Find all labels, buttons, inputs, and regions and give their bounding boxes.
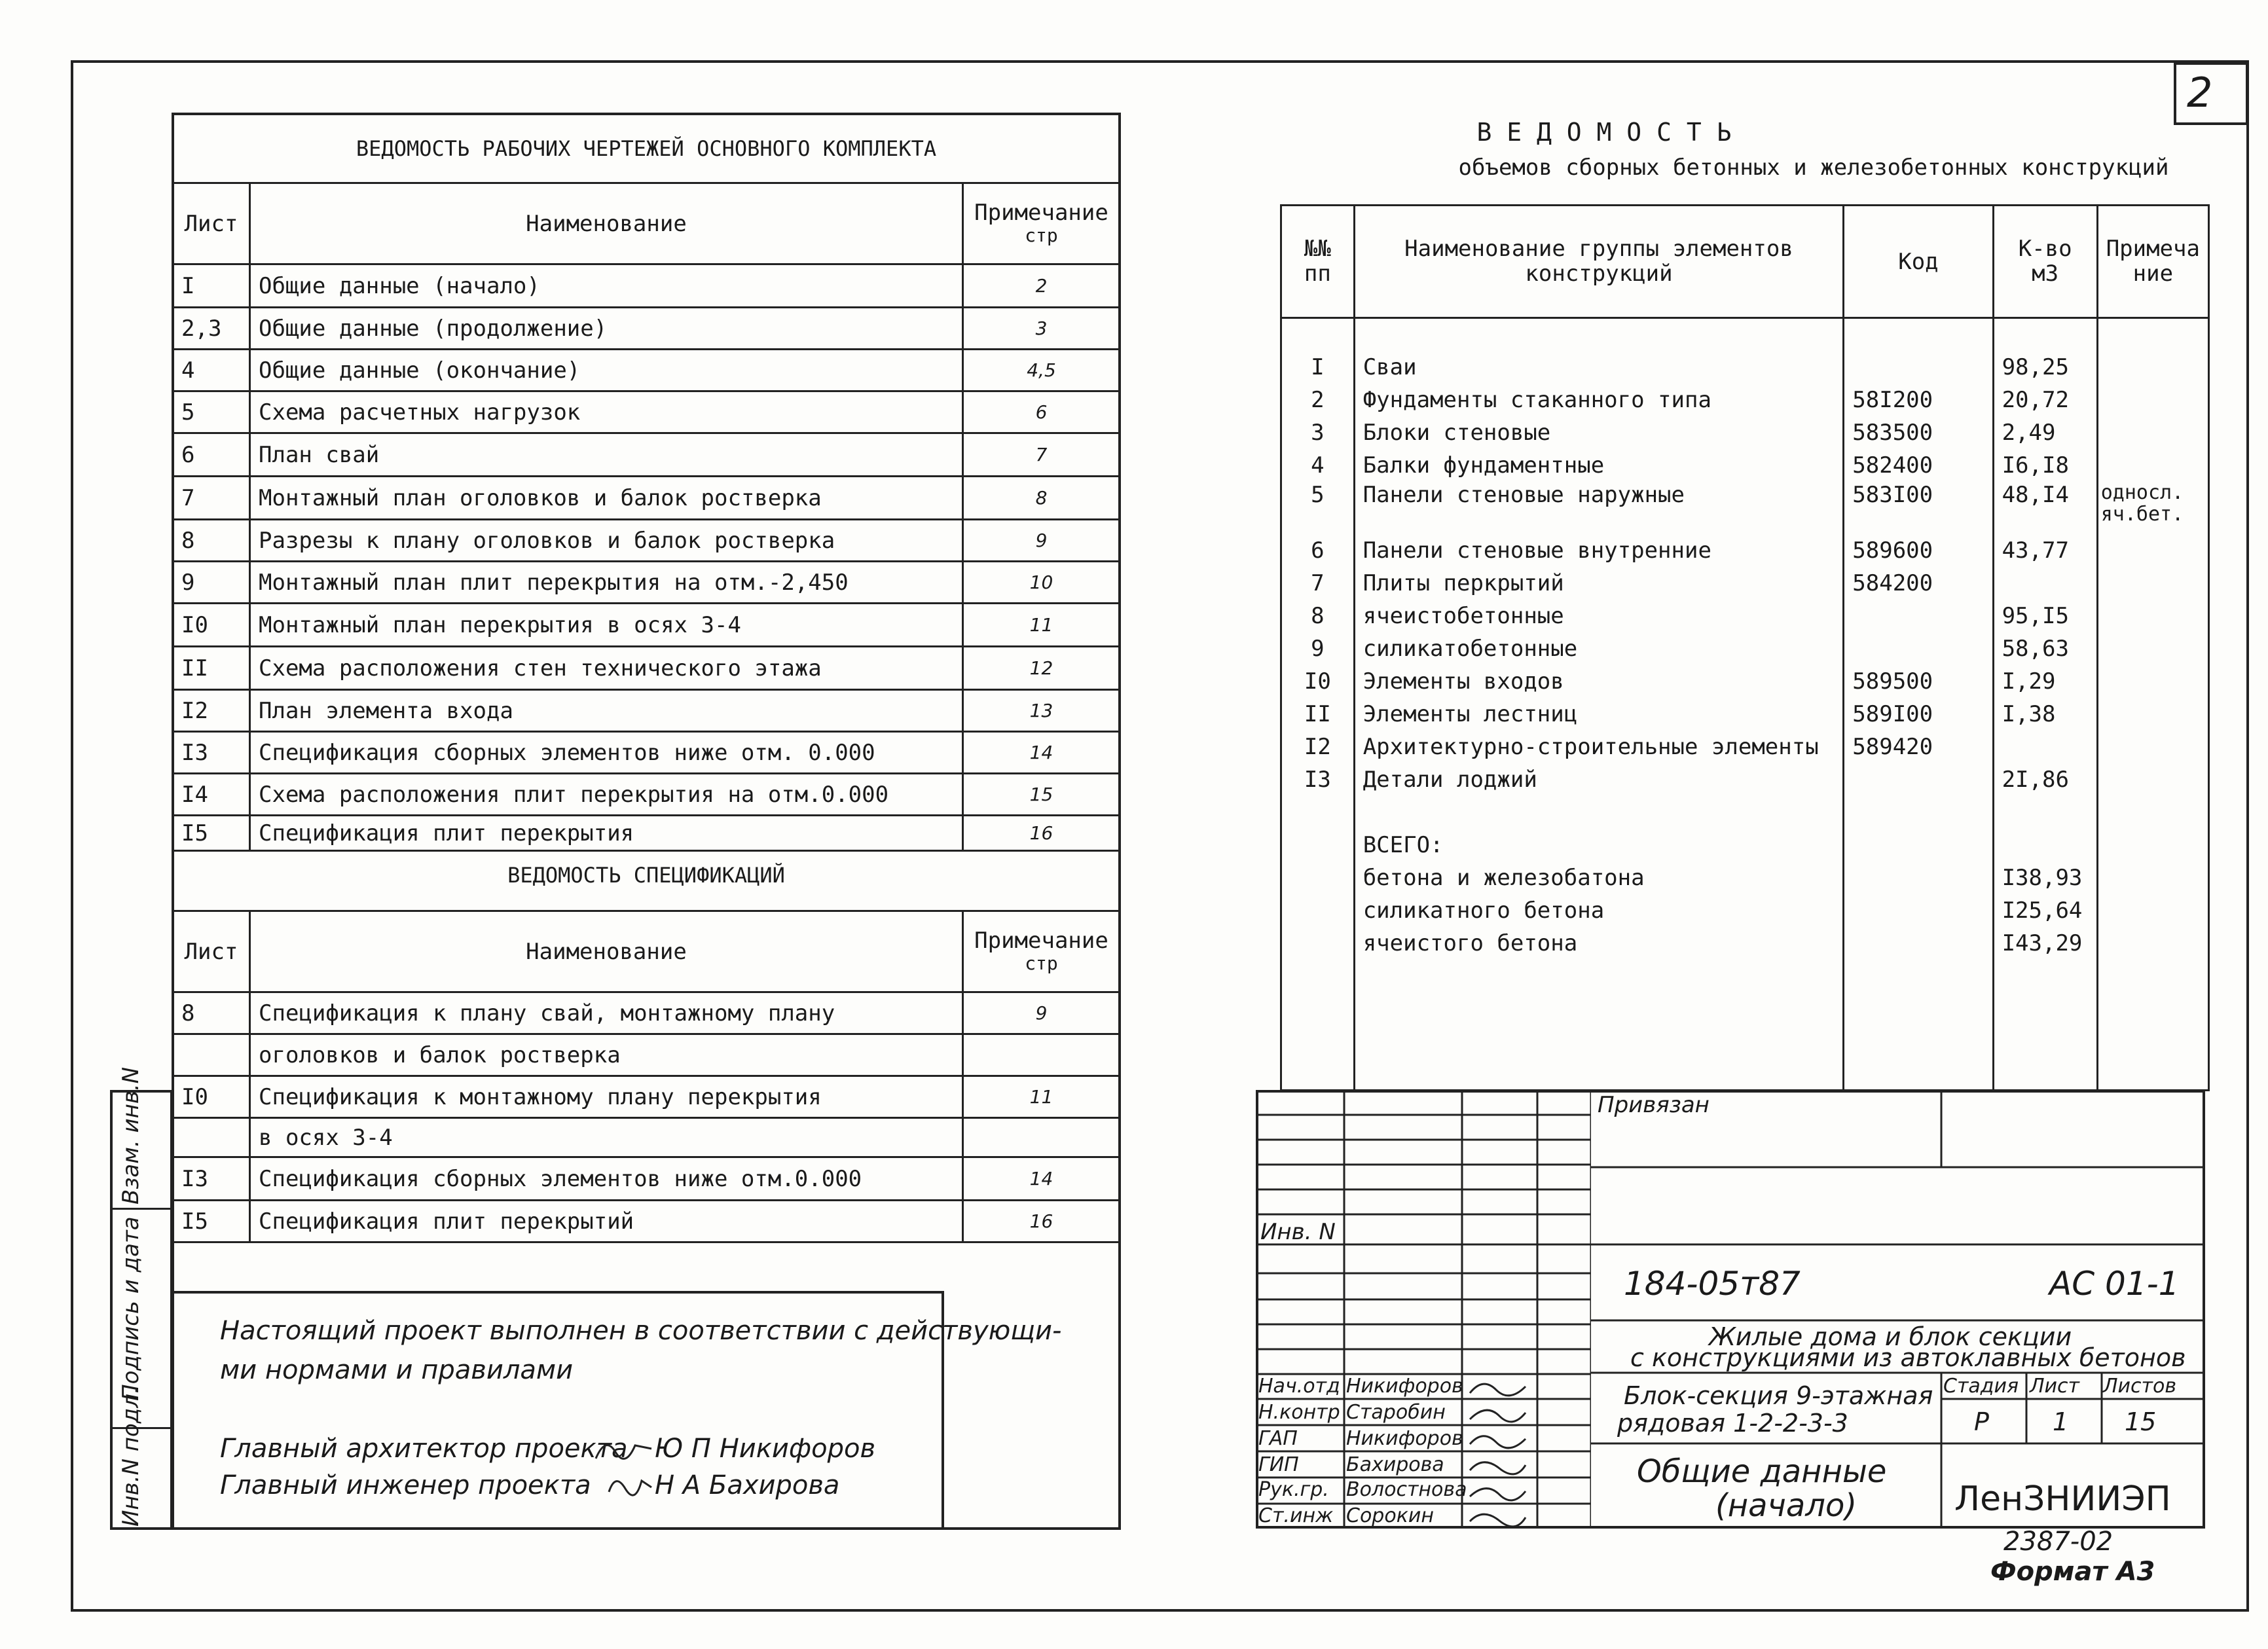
- name-1: Никифоров: [1346, 1375, 1463, 1398]
- section-name: Блок-секция 9-этажная: [1624, 1381, 1933, 1410]
- totals-row: ячеистого бетона I43,29: [1281, 927, 2209, 960]
- inv-no-label: Инв. N: [1260, 1219, 1336, 1245]
- table-row: 9 Монтажный план плит перекрытия на отм.-2,450 10: [173, 562, 1120, 604]
- th-name: Наименование: [250, 183, 963, 264]
- table-row: I2 Архитектурно-строительные элементы 589420: [1281, 731, 2209, 763]
- table-row: I5 Спецификация плит перекрытия 16: [173, 816, 1120, 851]
- left-title: ВЕДОМОСТЬ РАБОЧИХ ЧЕРТЕЖЕЙ ОСНОВНОГО КОМПЛЕКТА: [356, 136, 937, 161]
- role-1: Нач.отд: [1258, 1375, 1340, 1398]
- table-row: I3 Спецификация сборных элементов ниже отм.0.000 14: [173, 1157, 1120, 1201]
- table-row: I Сваи 98,25: [1281, 351, 2209, 384]
- chief-engineer-name: Н А Бахирова: [655, 1470, 840, 1500]
- role-6: Ст.инж: [1258, 1504, 1334, 1527]
- drawings-table: [172, 182, 1121, 852]
- table-row: 8 ячеистобетонные 95,I5: [1281, 600, 2209, 632]
- table-row: 8 Разрезы к плану оголовков и балок ростверка 9: [173, 520, 1120, 562]
- table-row: I Общие данные (начало) 2: [173, 264, 1120, 308]
- format-label: Формат А3: [1990, 1557, 2155, 1587]
- table-row: II Элементы лестниц 589I00 I,38: [1281, 698, 2209, 731]
- table-row: I3 Спецификация сборных элементов ниже отм. 0.000 14: [173, 732, 1120, 774]
- table-row: 5 Схема расчетных нагрузок 6: [173, 391, 1120, 433]
- signature-engineer: [606, 1469, 655, 1502]
- side-label-inv: Инв.N подл.: [118, 1386, 144, 1527]
- chief-architect-name: Ю П Никифоров: [655, 1434, 876, 1464]
- drawing-title: Общие данные: [1637, 1453, 1887, 1490]
- table-row: 9 силикатобетонные 58,63: [1281, 632, 2209, 665]
- stage-value: Р: [1974, 1407, 1989, 1436]
- section-name-2: рядовая 1-2-2-3-3: [1617, 1409, 1848, 1438]
- totals-row: силикатного бетона I25,64: [1281, 894, 2209, 927]
- role-4: ГИП: [1258, 1453, 1299, 1476]
- spec-title: ВЕДОМОСТЬ СПЕЦИФИКАЦИЙ: [507, 863, 785, 888]
- table-row: 6 План свай 7: [173, 433, 1120, 477]
- table-row: оголовков и балок ростверка: [173, 1034, 1120, 1076]
- th-remark: Примеча ние: [2097, 206, 2208, 318]
- name-5: Волостнова: [1346, 1478, 1467, 1501]
- th-name: Наименование: [250, 911, 963, 992]
- table-row: 7 Монтажный план оголовков и балок ростверка 8: [173, 477, 1120, 520]
- table-row: 2,3 Общие данные (продолжение) 3: [173, 308, 1120, 350]
- chief-architect-label: Главный архитектор проекта: [220, 1434, 628, 1464]
- table-row: 7 Плиты перкрытий 584200: [1281, 567, 2209, 600]
- project-name: Жилые дома и блок секции: [1709, 1322, 2072, 1351]
- table-row: I5 Спецификация плит перекрытий 16: [173, 1201, 1120, 1242]
- sheets-label: Листов: [2103, 1375, 2177, 1398]
- drawing-title-2: (начало): [1715, 1487, 1857, 1524]
- th-group: Наименование группы элементов конструкций: [1354, 206, 1844, 318]
- th-code: Код: [1844, 206, 1993, 318]
- name-3: Никифоров: [1346, 1427, 1463, 1450]
- right-subtitle: объемов сборных бетонных и железобетонных конструкций: [1458, 154, 2169, 181]
- table-row: в осях 3-4: [173, 1118, 1120, 1157]
- th-qty: К-во м3: [1993, 206, 2097, 318]
- th-note: Примечание стр: [963, 911, 1120, 992]
- side-label-sign: Подпись и дата: [118, 1216, 144, 1401]
- signature-architect: [593, 1432, 655, 1465]
- sheet-value: 1: [2053, 1407, 2069, 1436]
- footer-code: 2387-02: [2003, 1527, 2113, 1557]
- th-sheet: Лист: [173, 911, 250, 992]
- table-row: I0 Спецификация к монтажному плану перекрытия 11: [173, 1076, 1120, 1118]
- table-row: I4 Схема расположения плит перекрытия на отм.0.000 15: [173, 774, 1120, 816]
- signatures: [1463, 1373, 1535, 1528]
- name-2: Старобин: [1346, 1401, 1446, 1424]
- name-6: Сорокин: [1346, 1504, 1434, 1527]
- table-row: 4 Общие данные (окончание) 4,5: [173, 350, 1120, 391]
- side-label-divider-2: [110, 1208, 173, 1210]
- totals-label-row: ВСЕГО:: [1281, 829, 2209, 861]
- sheet-number: 2: [2187, 69, 2213, 117]
- table-row: I0 Монтажный план перекрытия в осях 3-4 11: [173, 604, 1120, 647]
- chief-engineer-label: Главный инженер проекта: [220, 1470, 591, 1500]
- stage-label: Стадия: [1943, 1375, 2019, 1398]
- table-row: I0 Элементы входов 589500 I,29: [1281, 665, 2209, 698]
- table-row: II Схема расположения стен технического этажа 12: [173, 647, 1120, 690]
- doc-code: 184-05т87: [1624, 1265, 1801, 1303]
- table-row: 3 Блоки стеновые 583500 2,49: [1281, 416, 2209, 449]
- note-text-1: Настоящий проект выполнен в соответствии с действующи-: [220, 1316, 1062, 1346]
- table-row: 6 Панели стеновые внутренние 589600 43,77: [1281, 534, 2209, 567]
- th-note: Примечание стр: [963, 183, 1120, 264]
- sheet-label: Лист: [2030, 1375, 2080, 1398]
- table-row: 2 Фундаменты стаканного типа 58I200 20,72: [1281, 384, 2209, 416]
- sheets-value: 15: [2125, 1407, 2157, 1436]
- project-name-2: с конструкциями из автоклавных бетонов: [1630, 1343, 2186, 1372]
- table-row: 8 Спецификация к плану свай, монтажному плану 9: [173, 992, 1120, 1034]
- right-title: В Е Д О М О С Т Ь: [1476, 118, 1732, 147]
- role-2: Н.контр: [1258, 1401, 1340, 1424]
- table-row: 4 Балки фундаментные 582400 I6,I8: [1281, 449, 2209, 482]
- table-row: I2 План элемента входа 13: [173, 690, 1120, 732]
- volumes-table: [1280, 204, 2210, 1091]
- org-name: ЛенЗНИИЭП: [1954, 1479, 2171, 1519]
- privyazan-label: Привязан: [1598, 1092, 1710, 1118]
- note-text-2: ми нормами и правилами: [220, 1355, 574, 1385]
- side-label-zam: Взам. инв.N: [118, 1066, 144, 1205]
- th-sheet: Лист: [173, 183, 250, 264]
- th-nn: №№ пп: [1281, 206, 1355, 318]
- role-5: Рук.гр.: [1258, 1478, 1329, 1501]
- doc-mark: АС 01-1: [2049, 1265, 2180, 1303]
- specs-table: [172, 910, 1121, 1243]
- table-row: I3 Детали лоджий 2I,86: [1281, 763, 2209, 796]
- totals-row: бетона и железобатона I38,93: [1281, 861, 2209, 894]
- name-4: Бахирова: [1346, 1453, 1444, 1476]
- table-row: 5 Панели стеновые наружные 583I00 48,I4 односл. яч.бет.: [1281, 482, 2209, 534]
- role-3: ГАП: [1258, 1427, 1298, 1450]
